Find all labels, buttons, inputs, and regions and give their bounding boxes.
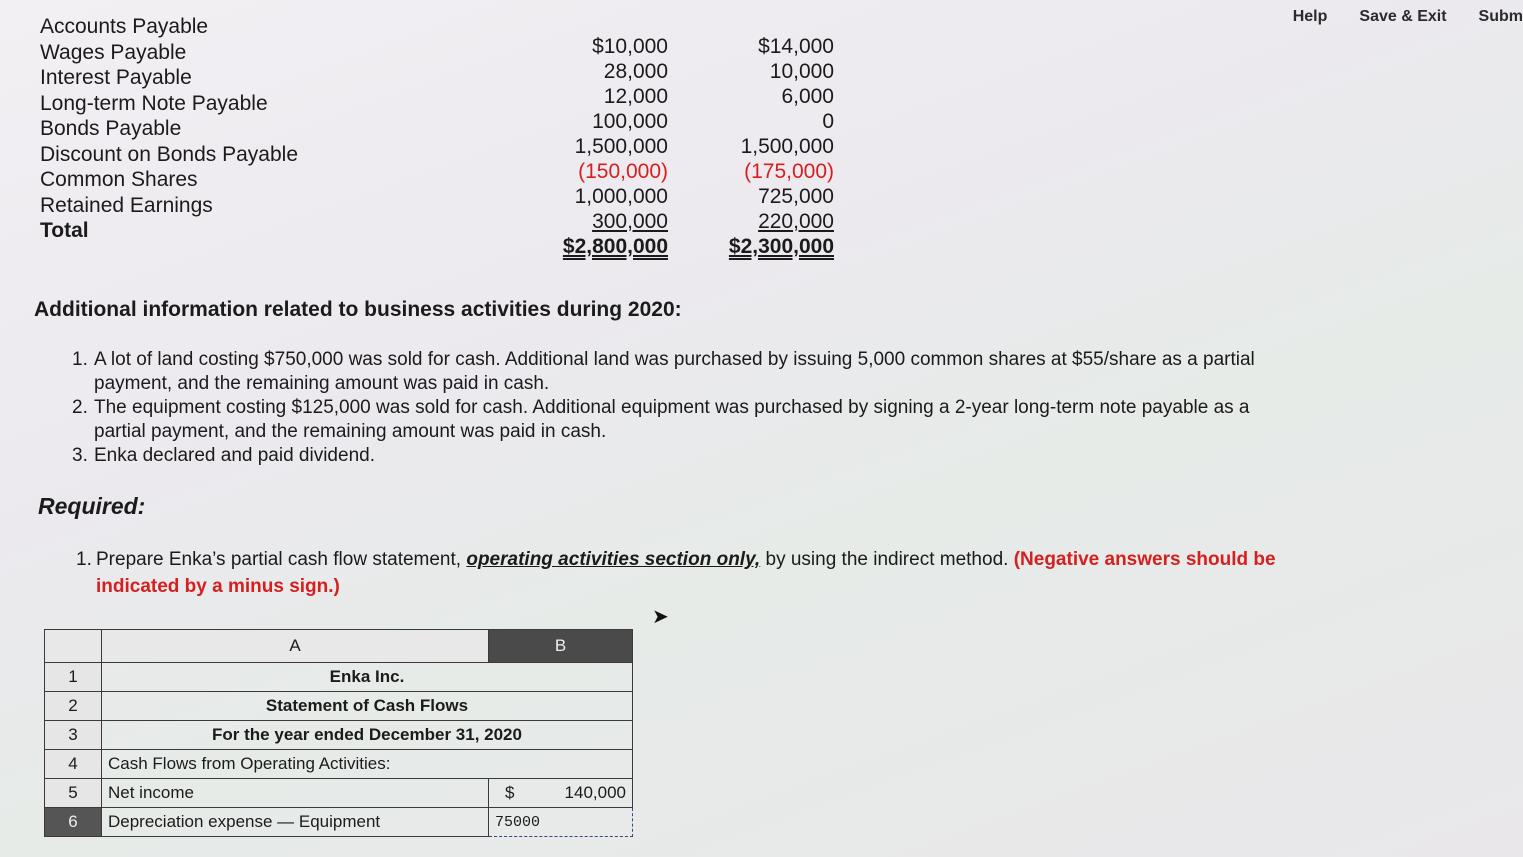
- bs-value: 220,000: [758, 210, 834, 233]
- table-row: [45, 692, 633, 721]
- list-item: [72, 348, 1302, 396]
- list-item: [72, 444, 1302, 468]
- bs-value: 12,000: [603, 85, 668, 108]
- save-exit-link[interactable]: Save & Exit: [1359, 8, 1447, 25]
- row-number: 6: [45, 808, 102, 837]
- bs-label: Interest Payable: [40, 66, 192, 89]
- balance-sheet-column-2019: [684, 34, 834, 259]
- list-text: Enka declared and paid dividend.: [94, 445, 375, 466]
- required-emphasis-link[interactable]: operating activities section only,: [466, 549, 761, 570]
- column-header-row: [45, 630, 633, 663]
- required-item: [76, 546, 1301, 600]
- list-number: 2.: [72, 397, 88, 418]
- table-row: [45, 779, 633, 808]
- mouse-pointer-icon: ➤: [652, 606, 669, 628]
- corner-cell: [45, 630, 102, 663]
- dollar-sign: $: [505, 783, 515, 802]
- row-number: 5: [45, 779, 102, 808]
- list-text: The equipment costing $125,000 was sold for cash. Additional equipment was purchased by signing a 2-year long-term note payable as a partial payment, and the remaining amount was paid in cash.: [94, 397, 1250, 442]
- table-row: [45, 808, 633, 837]
- bs-label: Retained Earnings: [40, 193, 213, 217]
- bs-value-total: $2,800,000: [562, 235, 668, 258]
- balance-sheet-labels: [40, 14, 298, 244]
- amount-input[interactable]: 75000: [489, 808, 633, 837]
- required-text: [96, 546, 1301, 600]
- bs-value: 300,000: [592, 210, 668, 233]
- additional-info-list: [72, 348, 1302, 468]
- row-number: 1: [45, 663, 102, 692]
- list-item: [72, 396, 1302, 444]
- required-note: (Negative answers should be indicated by a minus sign.): [96, 549, 1276, 597]
- line-item-cell[interactable]: Depreciation expense — Equipment: [102, 808, 489, 837]
- required-heading: Required:: [38, 493, 146, 519]
- table-row: [45, 750, 633, 779]
- bs-label: Bonds Payable: [40, 117, 182, 140]
- list-text: A lot of land costing $750,000 was sold for cash. Additional land was purchased by issuing 5,000 common shares at $55/share as a partial payment, and the remaining amount was paid in cash.: [94, 349, 1255, 394]
- bs-value-total: $2,300,000: [728, 235, 834, 258]
- amount-value: 140,000: [564, 783, 626, 802]
- row-number: 2: [45, 692, 102, 721]
- bs-value: 0: [822, 110, 834, 133]
- row-number: 4: [45, 750, 102, 779]
- bs-value: $14,000: [758, 35, 834, 58]
- list-number: 3.: [72, 445, 88, 466]
- table-row: [45, 721, 633, 750]
- bs-value: 1,500,000: [574, 135, 668, 158]
- bs-label: Long-term Note Payable: [40, 91, 268, 115]
- bs-value: 1,000,000: [574, 185, 668, 208]
- help-link[interactable]: Help: [1292, 8, 1328, 25]
- amount-cell[interactable]: [489, 779, 633, 808]
- bs-label: Accounts Payable: [40, 15, 209, 38]
- bs-value: 100,000: [592, 110, 668, 133]
- balance-sheet-column-2020: [518, 34, 668, 259]
- bs-value: 10,000: [769, 60, 834, 83]
- bs-value: 1,500,000: [740, 135, 834, 158]
- section-heading-cell: Cash Flows from Operating Activities:: [102, 750, 633, 779]
- bs-value: (175,000): [744, 160, 834, 183]
- bs-label: Common Shares: [40, 168, 198, 191]
- period-cell: For the year ended December 31, 2020: [102, 721, 633, 750]
- bs-value: 725,000: [758, 185, 834, 208]
- additional-info-heading: Additional information related to business activities during 2020:: [34, 298, 682, 321]
- list-number: 1.: [72, 349, 88, 370]
- bs-label-total: Total: [40, 219, 89, 242]
- required-number: 1.: [76, 549, 92, 570]
- required-mid: by using the indirect method.: [760, 549, 1014, 570]
- line-item-cell[interactable]: Net income: [102, 779, 489, 808]
- required-pre: Prepare Enka’s partial cash flow statement,: [96, 549, 467, 570]
- table-row: [45, 663, 633, 692]
- column-header-b[interactable]: B: [489, 630, 633, 663]
- statement-title-cell: Statement of Cash Flows: [102, 692, 633, 721]
- row-number: 3: [45, 721, 102, 750]
- bs-label: Discount on Bonds Payable: [40, 142, 298, 166]
- bs-value: $10,000: [592, 35, 668, 58]
- submit-link[interactable]: Subm: [1478, 8, 1523, 25]
- top-nav: [1293, 4, 1523, 30]
- company-name-cell: Enka Inc.: [102, 663, 633, 692]
- bs-value: 28,000: [603, 60, 668, 83]
- column-header-a[interactable]: A: [102, 630, 489, 663]
- bs-value: (150,000): [578, 160, 668, 183]
- bs-label: Wages Payable: [40, 40, 187, 64]
- spreadsheet: [44, 629, 633, 837]
- bs-value: 6,000: [781, 85, 834, 108]
